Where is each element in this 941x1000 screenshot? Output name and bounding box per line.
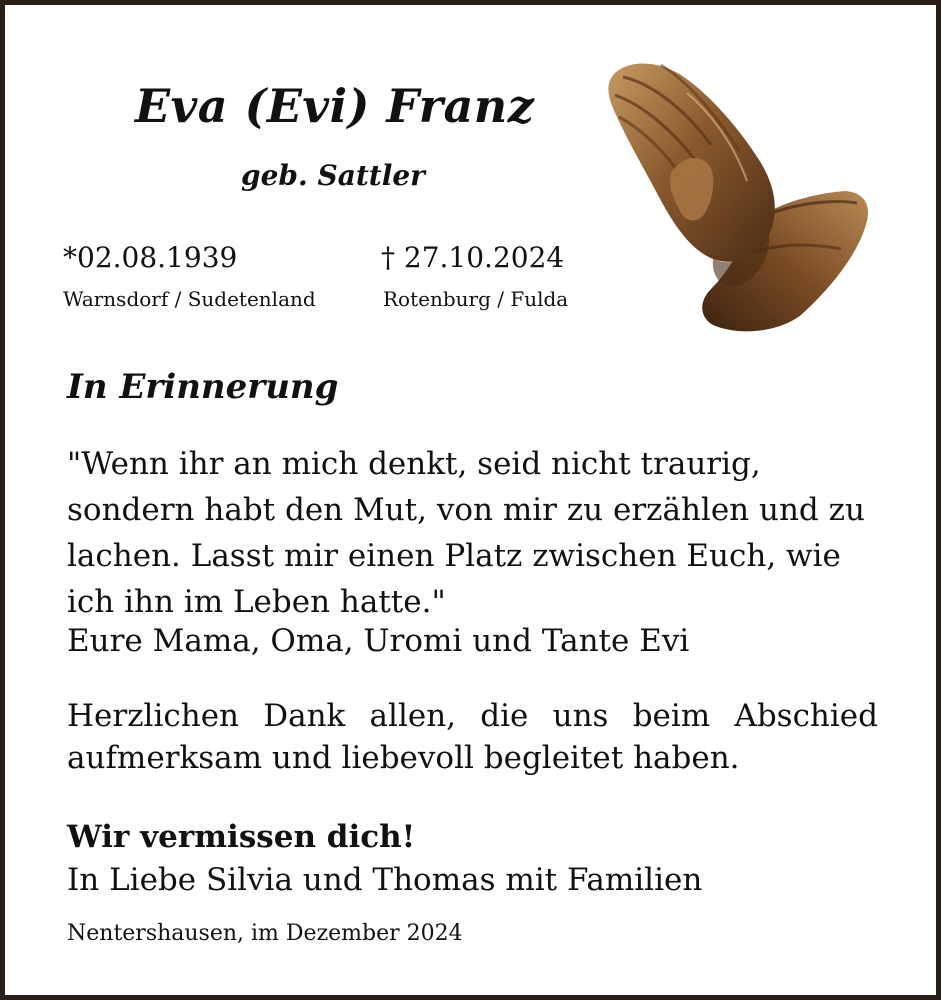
quote-line: "Wenn ihr an mich denkt, seid nicht traurig,	[67, 446, 761, 482]
memorial-quote	[67, 441, 887, 625]
heading-in-memory: In Erinnerung	[67, 367, 339, 407]
quote-line: sondern habt den Mut, von mir zu erzählen und zu	[67, 492, 865, 528]
thanks-message	[67, 695, 878, 779]
quote-line: ich ihn im Leben hatte."	[67, 584, 446, 620]
we-miss-you-line: Wir vermissen dich!	[67, 819, 416, 855]
birth-date: *02.08.1939	[63, 241, 238, 274]
place-and-date: Nentershausen, im Dezember 2024	[67, 921, 463, 946]
death-place: Rotenburg / Fulda	[383, 287, 569, 311]
maiden-name: geb. Sattler	[241, 159, 425, 192]
death-date: † 27.10.2024	[381, 241, 565, 274]
thanks-line: Herzlichen Dank allen, die uns beim Abschied	[67, 698, 878, 734]
quote-line: lachen. Lasst mir einen Platz zwischen Euch, wie	[67, 538, 841, 574]
praying-hands-icon	[601, 53, 877, 337]
birth-place: Warnsdorf / Sudetenland	[63, 287, 316, 311]
family-signature: In Liebe Silvia und Thomas mit Familien	[67, 862, 703, 898]
deceased-name: Eva (Evi) Franz	[135, 79, 535, 133]
quote-signature: Eure Mama, Oma, Uromi und Tante Evi	[67, 623, 690, 659]
thanks-line: aufmerksam und liebevoll begleitet haben.	[67, 740, 740, 776]
